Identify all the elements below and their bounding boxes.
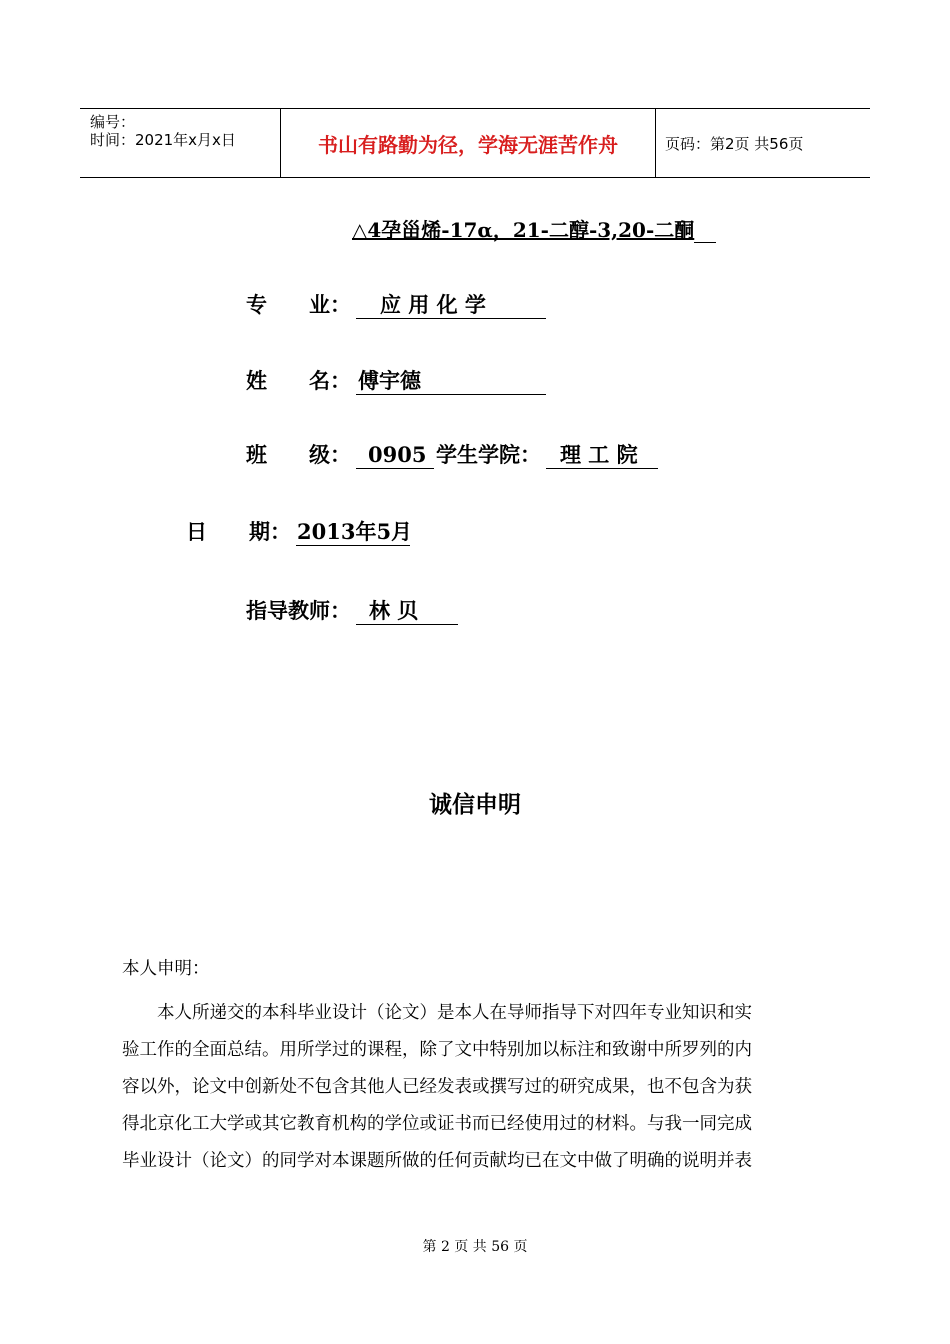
document-header-table — [80, 108, 870, 178]
name-value: 傅宇德 — [358, 368, 421, 393]
college-label: 学生学院： — [436, 442, 541, 467]
thesis-title — [352, 214, 716, 243]
header-center-cell — [280, 109, 656, 177]
declaration-line: 验工作的全面总结。用所学过的课程，除了文中特别加以标注和致谢中所罗列的内 — [122, 1040, 752, 1060]
header-right-cell — [655, 109, 870, 177]
declaration-line: 本人所递交的本科毕业设计（论文）是本人在导师指导下对四年专业知识和实 — [157, 1003, 752, 1023]
advisor-value: 林 贝 — [369, 598, 419, 623]
document-time-label: 时间：2021年x月x日 — [90, 131, 236, 149]
header-left-cell — [80, 109, 280, 177]
name-label: 姓 名： — [246, 368, 351, 393]
college-value: 理 工 院 — [560, 442, 638, 467]
class-value: 0905 — [368, 442, 427, 467]
declaration-line: 容以外，论文中创新处不包含其他人已经发表或撰写过的研究成果，也不包含为获 — [122, 1077, 752, 1097]
declaration-heading: 诚信申明 — [429, 792, 521, 818]
date-label: 日 期： — [186, 519, 291, 544]
declaration-line: 得北京化工大学或其它教育机构的学位或证书而已经使用过的材料。与我一同完成 — [122, 1114, 752, 1134]
declaration-intro: 本人申明： — [122, 959, 210, 979]
major-label: 专 业： — [246, 292, 351, 317]
header-page-info: 页码：第2页 共56页 — [665, 134, 804, 153]
declaration-paragraph — [122, 995, 834, 1180]
header-motto: 书山有路勤为径，学海无涯苦作舟 — [318, 132, 618, 157]
thesis-title-text: △4孕甾烯-17α，21-二醇-3,20-二酮 — [352, 218, 695, 242]
major-value: 应 用 化 学 — [380, 292, 486, 317]
date-value: 2013年5月 — [297, 519, 413, 544]
class-label: 班 级： — [246, 442, 351, 467]
advisor-label: 指导教师： — [246, 598, 351, 623]
document-number-label: 编号： — [90, 113, 136, 131]
declaration-line: 毕业设计（论文）的同学对本课题所做的任何贡献均已在文中做了明确的说明并表 — [122, 1151, 752, 1171]
page-footer: 第 2 页 共 56 页 — [422, 1239, 528, 1255]
